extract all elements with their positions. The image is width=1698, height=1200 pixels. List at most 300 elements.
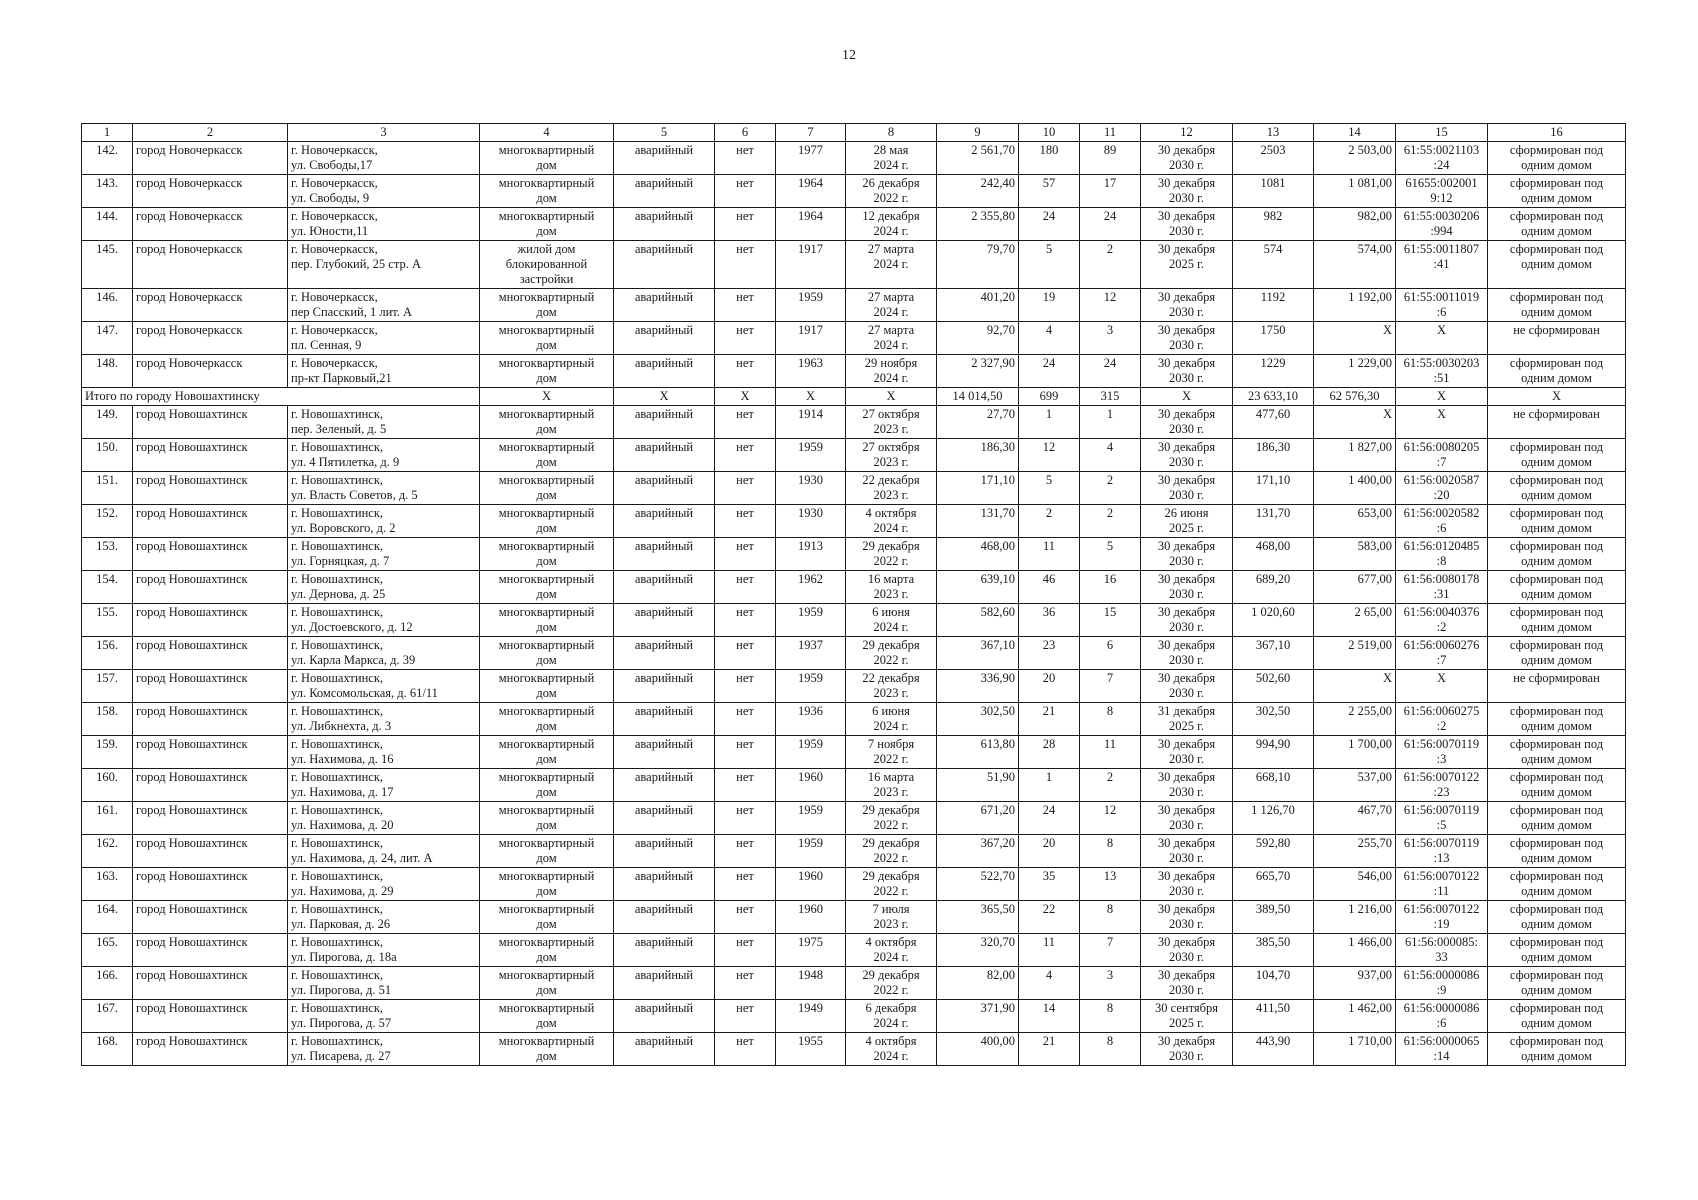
condition-cell: аварийный [614, 472, 715, 505]
table-row [82, 835, 1626, 868]
land-status-cell: сформирован под одним домом [1488, 967, 1626, 1000]
new-area-cell: 592,80 [1233, 835, 1314, 868]
recognition-date-cell: 22 декабря 2023 г. [846, 670, 937, 703]
municipality-cell: город Новошахтинск [133, 670, 288, 703]
address-cell: г. Новочеркасск, пл. Сенная, 9 [288, 322, 480, 355]
condition-cell: аварийный [614, 670, 715, 703]
condition-cell: аварийный [614, 571, 715, 604]
page-number: 12 [842, 48, 856, 63]
address-cell: г. Новошахтинск, ул. Пирогова, д. 57 [288, 1000, 480, 1033]
area-cell: 468,00 [937, 538, 1019, 571]
cultural-heritage-cell: нет [715, 703, 776, 736]
land-area-cell: 1 710,00 [1314, 1033, 1396, 1066]
residents-cell: 20 [1019, 670, 1080, 703]
area-cell: 2 327,90 [937, 355, 1019, 388]
land-status-cell: сформирован под одним домом [1488, 241, 1626, 289]
recognition-date-cell: 16 марта 2023 г. [846, 571, 937, 604]
new-area-cell: 502,60 [1233, 670, 1314, 703]
cultural-heritage-cell: нет [715, 241, 776, 289]
address-cell: г. Новошахтинск, ул. Нахимова, д. 16 [288, 736, 480, 769]
build-year-cell: 1948 [776, 967, 846, 1000]
cadastral-number-cell: 61:55:0011019 :6 [1396, 289, 1488, 322]
residents-cell: 11 [1019, 934, 1080, 967]
cultural-heritage-cell: нет [715, 802, 776, 835]
cultural-heritage-cell: нет [715, 439, 776, 472]
condition-cell: аварийный [614, 967, 715, 1000]
land-status-cell: сформирован под одним домом [1488, 868, 1626, 901]
residents-cell: 21 [1019, 703, 1080, 736]
land-area-cell: 1 466,00 [1314, 934, 1396, 967]
new-area-cell: 668,10 [1233, 769, 1314, 802]
condition-cell: аварийный [614, 736, 715, 769]
premises-cell: 13 [1080, 868, 1141, 901]
condition-cell: аварийный [614, 175, 715, 208]
land-status-cell: сформирован под одним домом [1488, 736, 1626, 769]
land-area-cell: 255,70 [1314, 835, 1396, 868]
build-year-cell: 1960 [776, 868, 846, 901]
house-type-cell: многоквартирный дом [480, 1000, 614, 1033]
new-area-cell: 1 126,70 [1233, 802, 1314, 835]
area-cell: 171,10 [937, 472, 1019, 505]
area-cell: 522,70 [937, 868, 1019, 901]
relocation-deadline-cell: 30 декабря 2030 г. [1141, 322, 1233, 355]
house-type-cell: многоквартирный дом [480, 208, 614, 241]
cadastral-number-cell: 61:55:0021103 :24 [1396, 142, 1488, 175]
new-area-cell: 689,20 [1233, 571, 1314, 604]
cultural-heritage-cell: нет [715, 505, 776, 538]
header-cell-4: 4 [480, 124, 614, 142]
land-area-cell: Х [1314, 322, 1396, 355]
cadastral-number-cell: 61:56:0060275 :2 [1396, 703, 1488, 736]
land-area-cell: 537,00 [1314, 769, 1396, 802]
municipality-cell: город Новошахтинск [133, 571, 288, 604]
land-area-cell: 1 216,00 [1314, 901, 1396, 934]
table-row [82, 571, 1626, 604]
residents-cell: 5 [1019, 472, 1080, 505]
area-cell: 242,40 [937, 175, 1019, 208]
relocation-deadline-cell: 30 декабря 2030 г. [1141, 175, 1233, 208]
row-number-cell: 142. [82, 142, 133, 175]
cultural-heritage-cell: нет [715, 769, 776, 802]
land-status-cell: сформирован под одним домом [1488, 175, 1626, 208]
cadastral-number-cell: 61:55:0011807 :41 [1396, 241, 1488, 289]
recognition-date-cell: 4 октября 2024 г. [846, 505, 937, 538]
new-area-cell: 171,10 [1233, 472, 1314, 505]
relocation-deadline-cell: 30 декабря 2030 г. [1141, 538, 1233, 571]
build-year-cell: 1962 [776, 571, 846, 604]
area-cell: 639,10 [937, 571, 1019, 604]
condition-cell: аварийный [614, 901, 715, 934]
cultural-heritage-cell: нет [715, 472, 776, 505]
build-year-cell: 1949 [776, 1000, 846, 1033]
residents-cell: 11 [1019, 538, 1080, 571]
recognition-date-cell: 29 декабря 2022 г. [846, 967, 937, 1000]
row-number-cell: 144. [82, 208, 133, 241]
total-cell-4: Х [480, 388, 614, 406]
area-cell: 613,80 [937, 736, 1019, 769]
recognition-date-cell: 4 октября 2024 г. [846, 1033, 937, 1066]
header-cell-5: 5 [614, 124, 715, 142]
land-area-cell: 467,70 [1314, 802, 1396, 835]
land-area-cell: 677,00 [1314, 571, 1396, 604]
total-cell-11: 315 [1080, 388, 1141, 406]
cadastral-number-cell: 61:56:0070122 :19 [1396, 901, 1488, 934]
address-cell: г. Новочеркасск, ул. Юности,11 [288, 208, 480, 241]
relocation-deadline-cell: 30 декабря 2030 г. [1141, 439, 1233, 472]
row-number-cell: 157. [82, 670, 133, 703]
residents-cell: 28 [1019, 736, 1080, 769]
premises-cell: 3 [1080, 322, 1141, 355]
address-cell: г. Новошахтинск, ул. Власть Советов, д. 5 [288, 472, 480, 505]
build-year-cell: 1959 [776, 289, 846, 322]
header-cell-1: 1 [82, 124, 133, 142]
row-number-cell: 165. [82, 934, 133, 967]
table-row [82, 406, 1626, 439]
premises-cell: 5 [1080, 538, 1141, 571]
house-type-cell: многоквартирный дом [480, 802, 614, 835]
land-status-cell: сформирован под одним домом [1488, 703, 1626, 736]
table-row [82, 322, 1626, 355]
build-year-cell: 1959 [776, 736, 846, 769]
cadastral-number-cell: 61:56:0070122 :23 [1396, 769, 1488, 802]
table-row [82, 355, 1626, 388]
header-cell-16: 16 [1488, 124, 1626, 142]
recognition-date-cell: 27 октября 2023 г. [846, 406, 937, 439]
build-year-cell: 1917 [776, 241, 846, 289]
build-year-cell: 1960 [776, 769, 846, 802]
relocation-deadline-cell: 30 декабря 2030 г. [1141, 571, 1233, 604]
total-cell-8: Х [846, 388, 937, 406]
new-area-cell: 477,60 [1233, 406, 1314, 439]
cultural-heritage-cell: нет [715, 736, 776, 769]
recognition-date-cell: 29 декабря 2022 г. [846, 538, 937, 571]
residents-cell: 46 [1019, 571, 1080, 604]
premises-cell: 17 [1080, 175, 1141, 208]
city-total-row [82, 388, 1626, 406]
new-area-cell: 1 020,60 [1233, 604, 1314, 637]
condition-cell: аварийный [614, 835, 715, 868]
header-cell-9: 9 [937, 124, 1019, 142]
land-status-cell: не сформирован [1488, 322, 1626, 355]
area-cell: 400,00 [937, 1033, 1019, 1066]
header-cell-15: 15 [1396, 124, 1488, 142]
condition-cell: аварийный [614, 538, 715, 571]
address-cell: г. Новошахтинск, ул. Карла Маркса, д. 39 [288, 637, 480, 670]
area-cell: 51,90 [937, 769, 1019, 802]
row-number-cell: 156. [82, 637, 133, 670]
cadastral-number-cell: Х [1396, 406, 1488, 439]
cadastral-number-cell: 61:55:0030206 :994 [1396, 208, 1488, 241]
house-type-cell: многоквартирный дом [480, 289, 614, 322]
new-area-cell: 1229 [1233, 355, 1314, 388]
land-status-cell: сформирован под одним домом [1488, 439, 1626, 472]
build-year-cell: 1963 [776, 355, 846, 388]
land-status-cell: сформирован под одним домом [1488, 1033, 1626, 1066]
land-area-cell: 2 519,00 [1314, 637, 1396, 670]
municipality-cell: город Новочеркасск [133, 355, 288, 388]
address-cell: г. Новошахтинск, ул. Достоевского, д. 12 [288, 604, 480, 637]
new-area-cell: 302,50 [1233, 703, 1314, 736]
area-cell: 365,50 [937, 901, 1019, 934]
build-year-cell: 1959 [776, 802, 846, 835]
premises-cell: 1 [1080, 406, 1141, 439]
condition-cell: аварийный [614, 208, 715, 241]
address-cell: г. Новошахтинск, ул. Либкнехта, д. 3 [288, 703, 480, 736]
table-row [82, 802, 1626, 835]
municipality-cell: город Новочеркасск [133, 322, 288, 355]
table-row [82, 241, 1626, 289]
house-type-cell: многоквартирный дом [480, 142, 614, 175]
municipality-cell: город Новочеркасск [133, 142, 288, 175]
new-area-cell: 186,30 [1233, 439, 1314, 472]
condition-cell: аварийный [614, 868, 715, 901]
address-cell: г. Новочеркасск, пер. Глубокий, 25 стр. А [288, 241, 480, 289]
cadastral-number-cell: 61655:002001 9:12 [1396, 175, 1488, 208]
header-cell-10: 10 [1019, 124, 1080, 142]
row-number-cell: 168. [82, 1033, 133, 1066]
condition-cell: аварийный [614, 769, 715, 802]
relocation-deadline-cell: 30 декабря 2030 г. [1141, 604, 1233, 637]
cadastral-number-cell: 61:56:0000086 :9 [1396, 967, 1488, 1000]
relocation-deadline-cell: 30 декабря 2030 г. [1141, 142, 1233, 175]
house-type-cell: многоквартирный дом [480, 505, 614, 538]
condition-cell: аварийный [614, 604, 715, 637]
recognition-date-cell: 29 декабря 2022 г. [846, 637, 937, 670]
city-total-label: Итого по городу Новошахтинску [82, 388, 480, 406]
land-area-cell: 1 700,00 [1314, 736, 1396, 769]
area-cell: 367,10 [937, 637, 1019, 670]
cultural-heritage-cell: нет [715, 322, 776, 355]
house-type-cell: многоквартирный дом [480, 355, 614, 388]
header-cell-12: 12 [1141, 124, 1233, 142]
area-cell: 582,60 [937, 604, 1019, 637]
cadastral-number-cell: 61:56:0040376 :2 [1396, 604, 1488, 637]
residents-cell: 24 [1019, 208, 1080, 241]
header-cell-14: 14 [1314, 124, 1396, 142]
municipality-cell: город Новошахтинск [133, 538, 288, 571]
total-cell-5: Х [614, 388, 715, 406]
new-area-cell: 1750 [1233, 322, 1314, 355]
municipality-cell: город Новошахтинск [133, 439, 288, 472]
condition-cell: аварийный [614, 289, 715, 322]
area-cell: 131,70 [937, 505, 1019, 538]
area-cell: 367,20 [937, 835, 1019, 868]
recognition-date-cell: 26 декабря 2022 г. [846, 175, 937, 208]
relocation-deadline-cell: 30 декабря 2030 г. [1141, 901, 1233, 934]
land-area-cell: 583,00 [1314, 538, 1396, 571]
build-year-cell: 1914 [776, 406, 846, 439]
cadastral-number-cell: Х [1396, 322, 1488, 355]
header-cell-8: 8 [846, 124, 937, 142]
address-cell: г. Новошахтинск, ул. Дернова, д. 25 [288, 571, 480, 604]
cadastral-number-cell: 61:56:0070122 :11 [1396, 868, 1488, 901]
row-number-cell: 147. [82, 322, 133, 355]
cadastral-number-cell: 61:56:0070119 :3 [1396, 736, 1488, 769]
premises-cell: 2 [1080, 472, 1141, 505]
total-cell-12: Х [1141, 388, 1233, 406]
residents-cell: 22 [1019, 901, 1080, 934]
table-row [82, 967, 1626, 1000]
row-number-cell: 146. [82, 289, 133, 322]
condition-cell: аварийный [614, 439, 715, 472]
land-area-cell: 574,00 [1314, 241, 1396, 289]
relocation-deadline-cell: 30 декабря 2030 г. [1141, 802, 1233, 835]
condition-cell: аварийный [614, 1033, 715, 1066]
recognition-date-cell: 27 октября 2023 г. [846, 439, 937, 472]
premises-cell: 15 [1080, 604, 1141, 637]
header-cell-3: 3 [288, 124, 480, 142]
cultural-heritage-cell: нет [715, 1033, 776, 1066]
address-cell: г. Новошахтинск, ул. Парковая, д. 26 [288, 901, 480, 934]
premises-cell: 4 [1080, 439, 1141, 472]
area-cell: 2 561,70 [937, 142, 1019, 175]
land-status-cell: сформирован под одним домом [1488, 802, 1626, 835]
cultural-heritage-cell: нет [715, 868, 776, 901]
premises-cell: 7 [1080, 670, 1141, 703]
row-number-cell: 160. [82, 769, 133, 802]
cadastral-number-cell: 61:56:0120485 :8 [1396, 538, 1488, 571]
land-status-cell: не сформирован [1488, 670, 1626, 703]
house-type-cell: многоквартирный дом [480, 604, 614, 637]
row-number-cell: 155. [82, 604, 133, 637]
municipality-cell: город Новошахтинск [133, 901, 288, 934]
recognition-date-cell: 29 декабря 2022 г. [846, 835, 937, 868]
residents-cell: 180 [1019, 142, 1080, 175]
land-area-cell: Х [1314, 670, 1396, 703]
land-status-cell: сформирован под одним домом [1488, 538, 1626, 571]
table-row [82, 505, 1626, 538]
recognition-date-cell: 27 марта 2024 г. [846, 241, 937, 289]
area-cell: 371,90 [937, 1000, 1019, 1033]
row-number-cell: 161. [82, 802, 133, 835]
area-cell: 92,70 [937, 322, 1019, 355]
relocation-deadline-cell: 30 декабря 2030 г. [1141, 769, 1233, 802]
relocation-deadline-cell: 30 декабря 2030 г. [1141, 472, 1233, 505]
relocation-deadline-cell: 30 декабря 2030 г. [1141, 967, 1233, 1000]
table-row [82, 538, 1626, 571]
address-cell: г. Новошахтинск, ул. Нахимова, д. 20 [288, 802, 480, 835]
condition-cell: аварийный [614, 355, 715, 388]
municipality-cell: город Новочеркасск [133, 241, 288, 289]
column-number-header [82, 124, 1626, 142]
new-area-cell: 385,50 [1233, 934, 1314, 967]
municipality-cell: город Новошахтинск [133, 505, 288, 538]
residents-cell: 35 [1019, 868, 1080, 901]
land-area-cell: 1 400,00 [1314, 472, 1396, 505]
recognition-date-cell: 6 июня 2024 г. [846, 703, 937, 736]
recognition-date-cell: 29 декабря 2022 г. [846, 868, 937, 901]
cultural-heritage-cell: нет [715, 142, 776, 175]
new-area-cell: 131,70 [1233, 505, 1314, 538]
address-cell: г. Новошахтинск, ул. 4 Пятилетка, д. 9 [288, 439, 480, 472]
new-area-cell: 367,10 [1233, 637, 1314, 670]
condition-cell: аварийный [614, 241, 715, 289]
residents-cell: 21 [1019, 1033, 1080, 1066]
recognition-date-cell: 16 марта 2023 г. [846, 769, 937, 802]
relocation-deadline-cell: 30 декабря 2030 г. [1141, 736, 1233, 769]
land-status-cell: сформирован под одним домом [1488, 208, 1626, 241]
land-area-cell: 2 65,00 [1314, 604, 1396, 637]
premises-cell: 12 [1080, 289, 1141, 322]
total-cell-13: 23 633,10 [1233, 388, 1314, 406]
cultural-heritage-cell: нет [715, 208, 776, 241]
house-type-cell: многоквартирный дом [480, 967, 614, 1000]
premises-cell: 2 [1080, 241, 1141, 289]
build-year-cell: 1960 [776, 901, 846, 934]
relocation-deadline-cell: 30 декабря 2025 г. [1141, 241, 1233, 289]
new-area-cell: 574 [1233, 241, 1314, 289]
build-year-cell: 1913 [776, 538, 846, 571]
table-row [82, 289, 1626, 322]
house-type-cell: многоквартирный дом [480, 472, 614, 505]
cadastral-number-cell: 61:56:0070119 :5 [1396, 802, 1488, 835]
relocation-deadline-cell: 30 декабря 2030 г. [1141, 637, 1233, 670]
cadastral-number-cell: 61:56:0000086 :6 [1396, 1000, 1488, 1033]
house-type-cell: многоквартирный дом [480, 538, 614, 571]
house-type-cell: многоквартирный дом [480, 571, 614, 604]
build-year-cell: 1955 [776, 1033, 846, 1066]
residents-cell: 12 [1019, 439, 1080, 472]
relocation-deadline-cell: 26 июня 2025 г. [1141, 505, 1233, 538]
relocation-deadline-cell: 30 декабря 2030 г. [1141, 208, 1233, 241]
premises-cell: 89 [1080, 142, 1141, 175]
recognition-date-cell: 27 марта 2024 г. [846, 322, 937, 355]
cultural-heritage-cell: нет [715, 901, 776, 934]
new-area-cell: 443,90 [1233, 1033, 1314, 1066]
table-row [82, 769, 1626, 802]
land-status-cell: не сформирован [1488, 406, 1626, 439]
address-cell: г. Новочеркасск, ул. Свободы,17 [288, 142, 480, 175]
build-year-cell: 1964 [776, 175, 846, 208]
cultural-heritage-cell: нет [715, 637, 776, 670]
cadastral-number-cell: 61:56:0070119 :13 [1396, 835, 1488, 868]
cadastral-number-cell: 61:56:0080178 :31 [1396, 571, 1488, 604]
premises-cell: 8 [1080, 1033, 1141, 1066]
cultural-heritage-cell: нет [715, 406, 776, 439]
cultural-heritage-cell: нет [715, 835, 776, 868]
table-row [82, 1033, 1626, 1066]
total-cell-10: 699 [1019, 388, 1080, 406]
recognition-date-cell: 12 декабря 2024 г. [846, 208, 937, 241]
residents-cell: 57 [1019, 175, 1080, 208]
municipality-cell: город Новошахтинск [133, 637, 288, 670]
address-cell: г. Новошахтинск, ул. Воровского, д. 2 [288, 505, 480, 538]
cultural-heritage-cell: нет [715, 934, 776, 967]
address-cell: г. Новошахтинск, ул. Пирогова, д. 18а [288, 934, 480, 967]
condition-cell: аварийный [614, 637, 715, 670]
recognition-date-cell: 6 декабря 2024 г. [846, 1000, 937, 1033]
land-status-cell: сформирован под одним домом [1488, 835, 1626, 868]
premises-cell: 24 [1080, 208, 1141, 241]
relocation-deadline-cell: 30 декабря 2030 г. [1141, 1033, 1233, 1066]
premises-cell: 16 [1080, 571, 1141, 604]
build-year-cell: 1959 [776, 835, 846, 868]
table-row [82, 208, 1626, 241]
premises-cell: 2 [1080, 505, 1141, 538]
residents-cell: 24 [1019, 355, 1080, 388]
area-cell: 82,00 [937, 967, 1019, 1000]
recognition-date-cell: 29 ноября 2024 г. [846, 355, 937, 388]
table-row [82, 934, 1626, 967]
table-row [82, 175, 1626, 208]
land-area-cell: 937,00 [1314, 967, 1396, 1000]
land-status-cell: сформирован под одним домом [1488, 571, 1626, 604]
area-cell: 2 355,80 [937, 208, 1019, 241]
build-year-cell: 1937 [776, 637, 846, 670]
area-cell: 302,50 [937, 703, 1019, 736]
land-area-cell: 1 081,00 [1314, 175, 1396, 208]
house-type-cell: многоквартирный дом [480, 835, 614, 868]
